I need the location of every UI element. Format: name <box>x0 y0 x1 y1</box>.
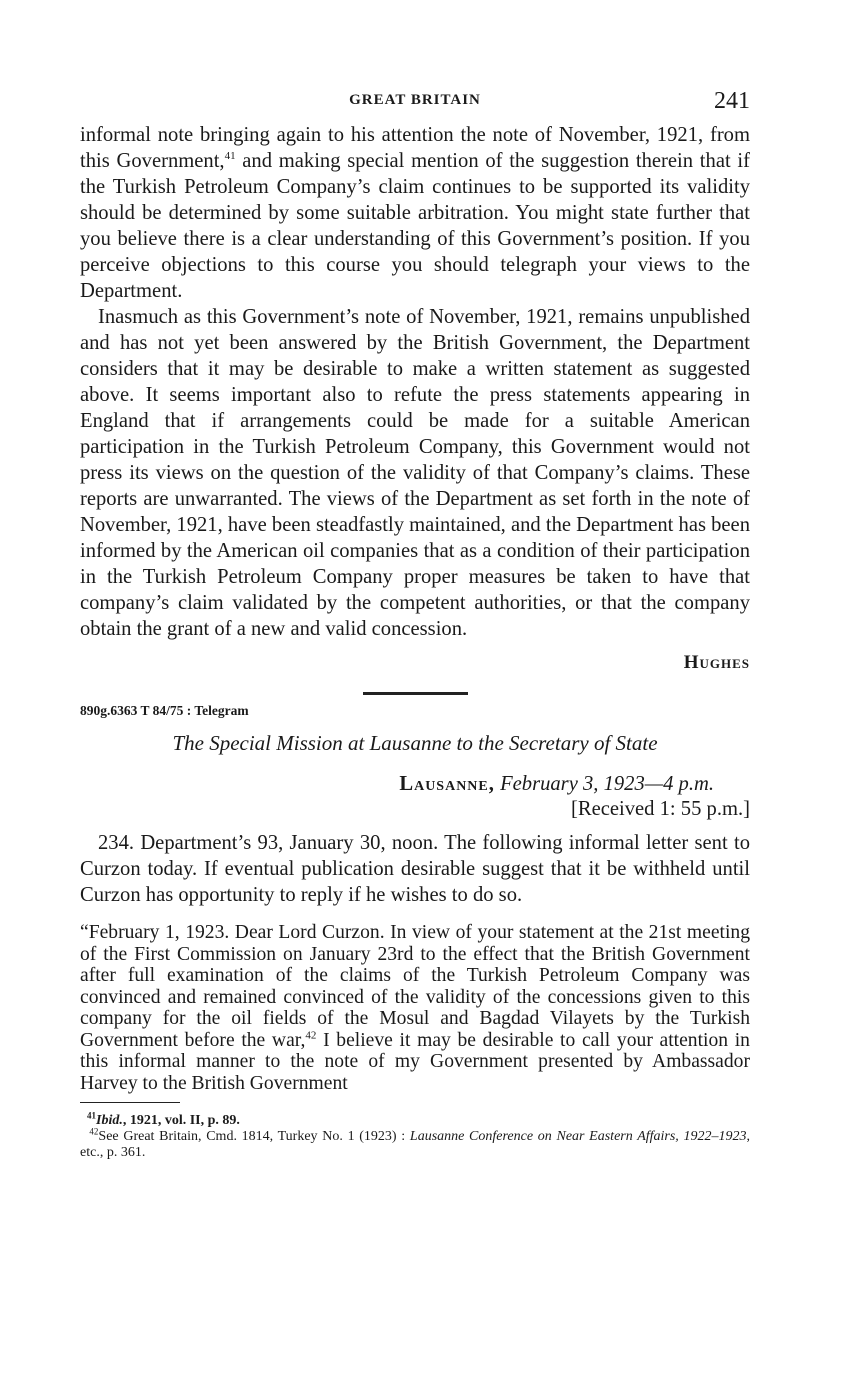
telegram-paragraph: 234. Department’s 93, January 30, noon. The following informal letter sent to Curzon today. If eventual publication desirable suggest that it be withheld until Curzon has opportunity to reply if he wishes to do so. <box>80 832 750 906</box>
document-title: The Special Mission at Lausanne to the Secretary of State <box>172 731 658 755</box>
footnote-42-text-b: , etc., p. 361. <box>80 1129 751 1160</box>
dateline <box>80 772 714 797</box>
footnote-42-text-a: See Great Britain, Cmd. 1814, Turkey No. 1 (1923) : <box>98 1129 410 1144</box>
letter-quote <box>80 922 750 1094</box>
footnote-41 <box>80 1110 750 1129</box>
body-paragraph-1 <box>80 122 750 304</box>
footnote-42-number: 42 <box>89 1126 99 1137</box>
footnote-42-title: Lausanne Conference on Near Eastern Affairs, 1922–1923 <box>409 1129 747 1144</box>
signature: Hughes <box>683 652 750 673</box>
footnote-41-text: , 1921, vol. II, p. 89. <box>122 1113 240 1128</box>
dateline-city: Lausanne, <box>399 773 495 795</box>
footnote-divider <box>80 1102 180 1103</box>
running-head: GREAT BRITAIN <box>349 92 481 108</box>
quote-text-a: “February 1, 1923. Dear Lord Curzon. In view of your statement at the 21st meeting of the First Commission on January 23rd to the effect that the British Government after full examination of the claims of the Turkish Petroleum Company was convinced and remained convinced of the validity of the concessions given to this company for the oil fields of the Mosul and Bagdad Vilayets by the Turkish Government before the war, <box>80 922 750 1051</box>
footnote-42 <box>80 1126 751 1161</box>
quote-text-b: I believe it may be desirable to call your attention in this informal manner to the note of my Government presented by Ambassador Harvey to the British Government <box>80 1029 750 1094</box>
footnote-41-title: Ibid. <box>96 1113 123 1128</box>
page-header <box>80 88 750 122</box>
document-page <box>80 88 750 1161</box>
para1-text-b: and making special mention of the suggestion therein that if the Turkish Petroleum Company’s claim continues to be supported its validity should be determined by some suitable arbitration. You might state further that you believe there is a clear understanding of this Government’s position. If you perceive objections to this course you should telegraph your views to the Department. <box>80 150 750 302</box>
section-divider <box>363 692 468 695</box>
dateline-date: February 3, 1923—4 p.m. <box>500 773 714 795</box>
file-reference: 890g.6363 T 84/75 : Telegram <box>80 703 249 718</box>
page-number: 241 <box>714 88 750 114</box>
footnote-41-number: 41 <box>87 1110 96 1121</box>
footnote-ref-42: 42 <box>305 1028 317 1041</box>
para1-text-a: informal note bringing again to his attention the note of November, 1921, from this Government, <box>80 124 750 172</box>
body-paragraph-2: Inasmuch as this Government’s note of November, 1921, remains unpublished and has not yet been answered by the British Government, the Department considers that it may be desirable to make a written statement as suggested above. It seems important also to refute the press statements appearing in England that if arrangements could be made for a suitable American participation in the Turkish Petroleum Company, this Government would not press its views on the question of the validity of that Company’s claims. These reports are unwarranted. The views of the Department as set forth in the note of November, 1921, have been steadfastly maintained, and the Department has been informed by the American oil companies that as a condition of their participation in the Turkish Petroleum Company proper measures be taken to have that company’s claim validated by the competent authorities, or that the company obtain the grant of a new and valid concession. <box>80 306 750 640</box>
received-time: [Received 1: 55 p.m.] <box>571 798 750 820</box>
footnote-ref-41: 41 <box>224 150 236 163</box>
